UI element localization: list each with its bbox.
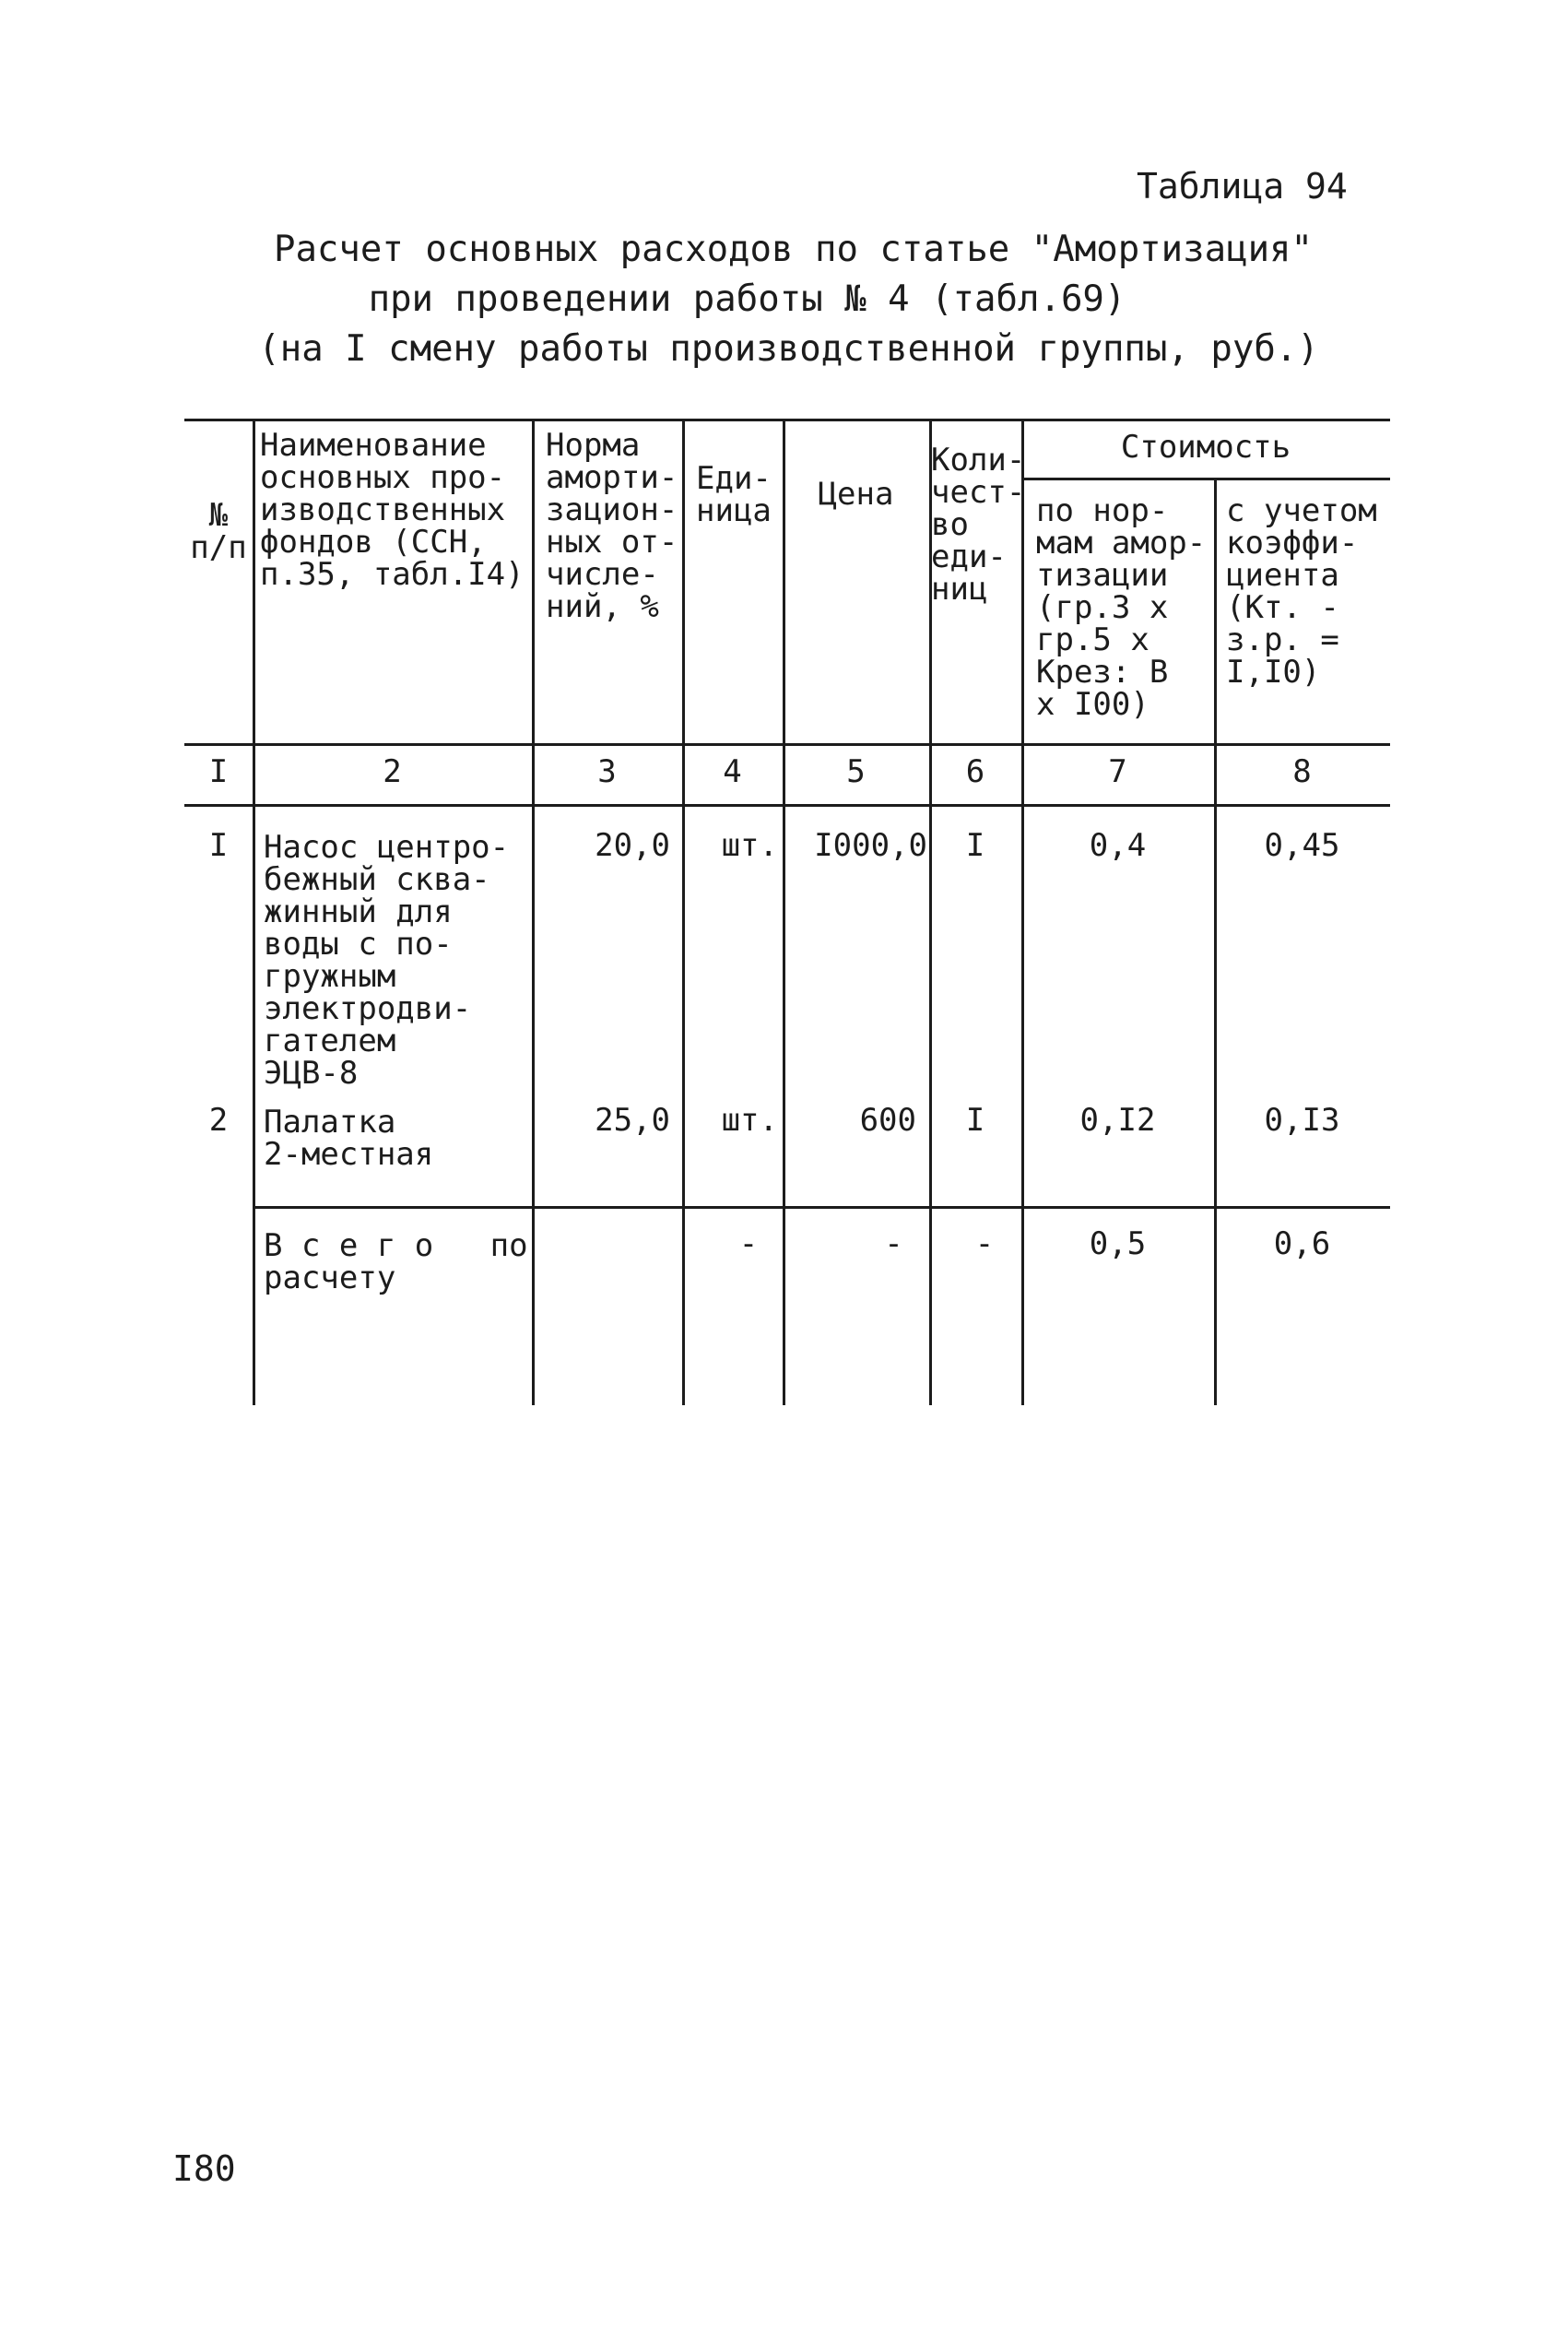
row1-qty: I [965,827,985,864]
column-number: 2 [383,753,402,790]
total-qty: - [974,1225,995,1262]
total-price: - [884,1225,903,1262]
row1-num: I [208,827,229,864]
column-number: I [208,753,229,790]
row2-name: Палатка 2-местная [264,1104,434,1173]
row1-cost-norm: 0,4 [1089,827,1147,864]
row2-num: 2 [208,1102,229,1139]
column-number: 8 [1292,753,1312,790]
title-line-3: (на I смену работы производственной группы, руб.) [258,328,1319,370]
title-line-1: Расчет основных расходов по статье "Амортизация" [273,229,1314,270]
cost-subheader-rule [1021,478,1390,480]
total-unit: - [738,1225,759,1262]
column-number: 3 [597,753,617,790]
total-cost-norm: 0,5 [1089,1225,1147,1262]
total-cost-coef: 0,6 [1273,1225,1331,1262]
column-number: 4 [723,753,742,790]
header-cost-group: Стоимость [1120,429,1291,466]
col-divider-7 [1214,478,1217,1405]
row1-cost-coef: 0,45 [1264,827,1340,864]
header-norm: Норма аморти- зацион- ных от- числе- ний, % [546,427,678,625]
header-cost-coef: с учетом коэффи- циента (Кт. - з.р. = I,I0) [1226,492,1377,691]
total-label: В с е г о по расчету [264,1227,528,1296]
depreciation-table [184,419,1390,1405]
header-cost-norm: по нор- мам амор- тизации (гр.3 х гр.5 х Крез: В х I00) [1036,492,1207,723]
header-qty: Коли- чест- во еди- ниц [931,442,1026,608]
header-num: № п/п [190,497,247,566]
table-number: Таблица 94 [1137,166,1348,207]
column-numbers-rule [184,804,1390,807]
table-top-rule [184,419,1390,421]
row2-norm: 25,0 [595,1102,670,1139]
header-name: Наименование основных про- изводственных фондов (ССН, п.35, табл.I4) [260,427,525,593]
column-number: 5 [846,753,866,790]
row1-name: Насос центро- бежный сква- жинный для воды с по- гружным электродви- гателем ЭЦВ-8 [264,829,510,1092]
row1-unit: шт. [721,827,778,864]
row2-unit: шт. [721,1102,778,1139]
row2-qty: I [965,1102,985,1139]
header-price: Цена [818,476,894,513]
header-bottom-rule [184,743,1390,746]
column-number: 6 [965,753,985,790]
row2-cost-coef: 0,I3 [1264,1102,1340,1139]
row1-price: I000,0 [814,827,927,864]
row2-cost-norm: 0,I2 [1079,1102,1156,1139]
col-divider-1 [253,419,255,1405]
column-number: 7 [1108,753,1127,790]
row2-price: 600 [859,1102,916,1139]
header-unit: Еди- ница [696,460,772,529]
page-number: I80 [172,2148,236,2189]
title-line-2: при проведении работы № 4 (табл.69) [368,278,1126,320]
col-divider-3 [682,419,685,1405]
row1-norm: 20,0 [595,827,670,864]
col-divider-2 [532,419,535,1405]
total-rule [253,1206,1390,1209]
